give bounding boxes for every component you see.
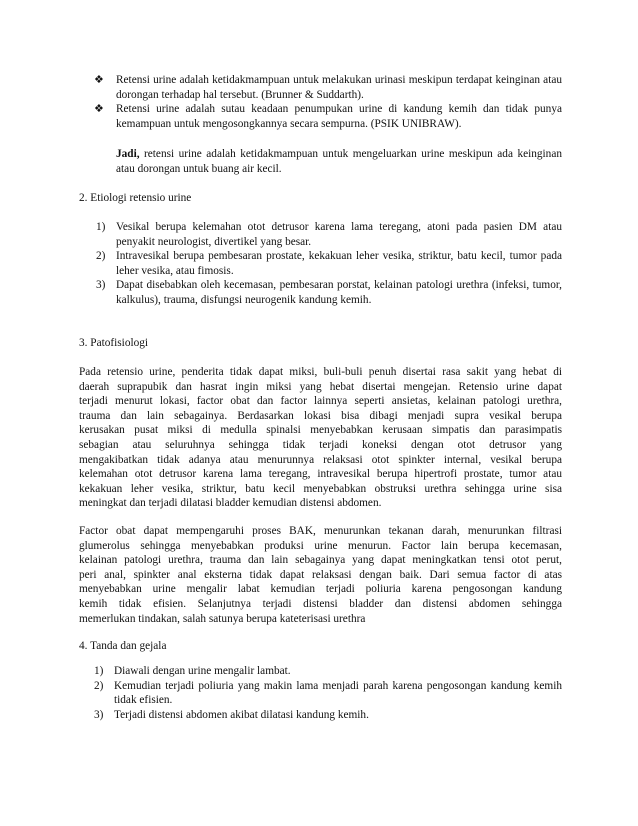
section-heading-etiologi: 2. Etiologi retensio urine	[79, 192, 192, 204]
text-line: daerah suprapubik dan hasrat ingin miksi yang hebat disertai mengejan. Retensio urine dapat	[79, 380, 562, 393]
text-line: meningkat dan terjadi dilatasi bladder kemudian distensi abdomen.	[79, 497, 382, 510]
list-item	[94, 708, 562, 723]
list-item	[94, 664, 562, 679]
text-line: trauma dan lain sebagainya. Berdasarkan lokasi bisa dibagi menjadi supra vesikal berupa	[79, 409, 562, 422]
list-item-text: Intravesikal berupa pembesaran prostate, kekakuan leher vesika, striktur, batu kecil, tumor pada leher vesika, atau fimosis.	[116, 250, 562, 277]
list-number: 2)	[94, 679, 104, 692]
text-line: kerusakan pusat miksi di medulla spinalsi menyebabkan kerusaan simpatis dan parasimpatis	[79, 424, 562, 437]
list-item-text: Terjadi distensi abdomen akibat dilatasi kandung kemih.	[114, 708, 369, 721]
list-item-text: Dapat disebabkan oleh kecemasan, pembesaran porstat, kelainan patologi urethra (infeksi, tumor, kalkulus), trauma, disfungsi neurogenik kandung kemih.	[116, 279, 562, 306]
tanda-gejala-list	[94, 664, 562, 722]
text-line: mengakibatkan tidak adanya atau menurunnya relaksasi otot spinkter internal, vesikal berupa	[79, 453, 562, 466]
text-line: peri anal, spinkter anal eksterna tidak dapat relaksasi dengan baik. Dari semua factor di atas	[79, 568, 562, 581]
list-number: 1)	[94, 665, 104, 677]
etiologi-list	[96, 220, 562, 308]
list-item-text: Diawali dengan urine mengalir lambat.	[114, 665, 291, 677]
conclusion-text: retensi urine adalah ketidakmampuan untuk mengeluarkan urine meskipun ada keinginan atau dorongan untuk buang air kecil.	[116, 148, 562, 175]
text-line: sebagian atau seluruhnya sehingga tidak terjadi koneksi dengan otot detrusor yang	[79, 438, 562, 451]
text-line: menyebabkan urine mengalir labat kemudian terjadi poliuria karena pengosongan kandung	[79, 583, 562, 596]
list-item	[96, 220, 562, 249]
list-number: 3)	[94, 708, 104, 721]
section-heading-tanda-gejala: 4. Tanda dan gejala	[79, 640, 167, 652]
text-line: memerlukan tindakan, salah satunya berupa kateterisasi urethra	[79, 612, 366, 625]
conclusion-label: Jadi,	[116, 148, 140, 160]
text-line: kemih tidak efisien. Selanjutnya terjadi distensi bladder dan distensi abdomen sehingga	[79, 597, 562, 610]
list-number: 2)	[96, 250, 106, 263]
list-item	[96, 278, 562, 307]
list-item-text: Kemudian terjadi poliuria yang makin lama menjadi parah karena pengosongan kandung kemih tidak efisien.	[114, 679, 562, 707]
list-item-text: Vesikal berupa kelemahan otot detrusor karena lama teregang, atoni pada pasien DM atau penyakit neurologist, divertikel yang besar.	[116, 221, 562, 248]
text-line: glumerolus sehingga menyebabkan produksi urine menurun. Factor lain berupa kecemasan,	[79, 539, 562, 552]
patofisiologi-paragraph-1	[79, 365, 562, 511]
list-number: 3)	[96, 279, 106, 292]
patofisiologi-paragraph-2	[79, 524, 562, 626]
diamond-bullet-icon: ❖	[94, 73, 104, 86]
list-item	[96, 249, 562, 278]
definition-list	[94, 73, 562, 131]
list-number: 1)	[96, 221, 106, 233]
definition-item	[94, 102, 562, 131]
definition-item	[94, 73, 562, 102]
definition-text: Retensi urine adalah ketidakmampuan untuk melakukan urinasi meskipun terdapat keinginan atau dorongan terhadap hal tersebut. (Brunner & Suddarth).	[116, 74, 562, 101]
text-line: Factor obat dapat mempengaruhi proses BAK, menurunkan tekanan darah, menurunkan filtrasi	[79, 525, 562, 537]
conclusion-paragraph	[94, 147, 562, 176]
text-line: kelainan patologi urethra, trauma dan lain sebagainya yang dapat meningkatkan tensi otot perut,	[79, 554, 562, 567]
text-line: terjadi menurut lokasi, factor obat dan factor lainnya seperti ansietas, kelainan patologi urethra,	[79, 395, 562, 408]
diamond-bullet-icon: ❖	[94, 102, 104, 116]
section-heading-patofisiologi: 3. Patofisiologi	[79, 337, 149, 349]
definition-text: Retensi urine adalah sutau keadaan penumpukan urine di kandung kemih dan tidak punya kemampuan untuk mengosongkannya secara sempurna. (PSIK UNIBRAW).	[116, 103, 562, 130]
text-line: kekakuan leher vesika, striktur, batu kecil menyebabkan obstruksi urethra sehingga urine sisa	[79, 482, 562, 495]
text-line: kelemahan otot detrusor karena lama teregang, intravesikal berupa hipertrofi prostate, tumor atau	[79, 468, 562, 481]
text-line: Pada retensio urine, penderita tidak dapat miksi, buli-buli penuh disertai rasa sakit yang hebat di	[79, 366, 562, 378]
list-item	[94, 679, 562, 708]
